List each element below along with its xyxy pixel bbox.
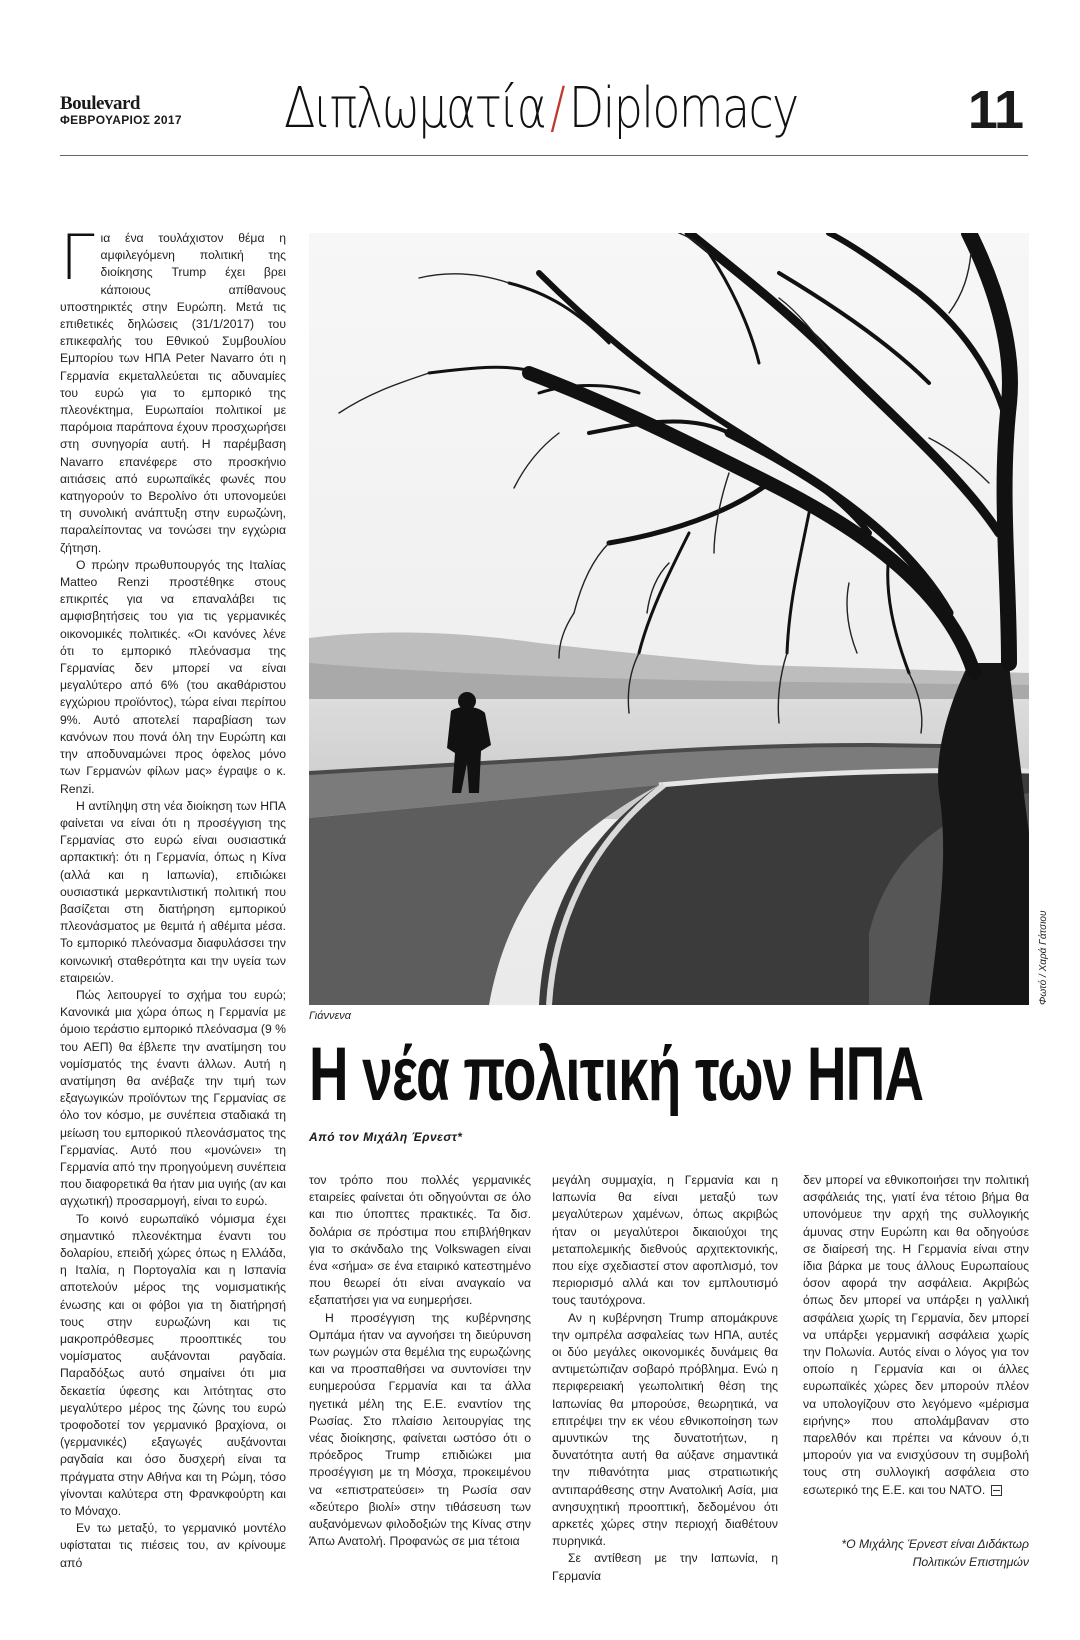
article-paragraph: Σε αντίθεση με την Ιαπωνία, η Γερμανία: [552, 1551, 778, 1583]
masthead: [60, 94, 190, 127]
photo-credit: Φωτό / Χαρά Γάτσιου: [1038, 910, 1049, 1005]
header-rule: [60, 155, 1028, 156]
dropcap: Γ: [60, 221, 95, 294]
article-paragraph: Ο πρώην πρωθυπουργός της Ιταλίας Matteo Renzi προστέθηκε στους επικριτές για να επαναλάβει τις αμφισβητήσεις του για τις γερμανικές οικονομικές πολιτικές. «Οι κανόνες λένε ότι το εμπορικό πλεόνασμα της Γερμανίας δεν μπορεί να είναι μεγαλύτερο από 6% (του ακαθάριστου εγχώριου προϊόντος), τώρα είναι περίπου 9%. Αυτό αποτελεί παραβίαση των κανόνων που πονά όλη την Ευρώπη και την αποδυναμώνει προς όφελος μόνο των Γερμανών φίλων μας» έγραψε ο κ. Renzi.: [60, 557, 286, 796]
article-paragraph: Η αντίληψη στη νέα διοίκηση των ΗΠΑ φαίνεται να είναι ότι η προσέγγιση της Γερμανίας στο ευρώ είναι ουσιαστικά αρπακτική: ότι η Γερμανία, όπως η Κίνα (αλλά και η Ιαπωνία), επιδιώκει ουσιαστικά μερκαντιλιστική πολιτική που βασίζεται στη διατήρηση εμπορικού πλεονάσματος με θεμιτά ή αθέμιτα μέσα. Το εμπορικό πλεόνασμα διαφυλάσσει την κοινωνική σταθερότητα και την υγεία των εταιρειών.: [60, 798, 286, 985]
author-note-line: Πολιτικών Επιστημών: [912, 1555, 1029, 1569]
page-number: 11: [967, 80, 1023, 140]
article-column-4: [803, 1172, 1029, 1499]
article-paragraph: Πώς λειτουργεί το σχήμα του ευρώ; Κανονικά μια χώρα όπως η Γερμανία με όμοιο τεράστιο εμπορικό πλεόνασμα (9 % του ΑΕΠ) θα έβλεπε την ανατίμηση του νομίσματός της έναντι άλλων. Αυτή η ανατίμηση θα ανέβαζε την τιμή των εξαγωγικών προϊόντων της Γερμανίας σε όλο τον κόσμο, με συνέπεια σταδιακά τη μείωση του εμπορικού πλεονάσματος της Γερμανίας. Αυτό που «μονώνει» τη Γερμανία από την προηγούμενη συνέπεια που διαφορετικά θα ήταν μια υγιής (αν και αγχωτική) προσαρμογή, είναι το ευρώ.: [60, 987, 286, 1209]
article-byline: Από τον Μιχάλη Έρνεστ*: [309, 1130, 463, 1144]
article-paragraph: τον τρόπο που πολλές γερμανικές εταιρείες φαίνεται ότι οδηγούνται σε όλο και πιο ύποπτες πρακτικές. Τα δισ. δολάρια σε πρόστιμα που επιβλήθηκαν για το σκάνδαλο της Volkswagen είναι ένα «σήμα» σε ένα εταιρικό κατεστημένο που θεωρεί ότι είναι αναγκαίο να εξαπατήσει για να ευημερήσει.: [309, 1173, 531, 1308]
article-photo: [309, 233, 1029, 1005]
author-note-line: *Ο Μιχάλης Έρνεστ είναι Διδάκτωρ: [841, 1537, 1029, 1551]
section-title-separator: /: [550, 76, 565, 141]
article-paragraph: Εν τω μεταξύ, το γερμανικό μοντέλο υφίσταται τις πιέσεις του, αν κρίνουμε από: [60, 1521, 286, 1570]
article-column-1: [60, 221, 286, 1572]
article-paragraph: [803, 1172, 1029, 1499]
article-headline: Η νέα πολιτική των ΗΠΑ: [309, 1032, 924, 1117]
article-paragraph: Η προσέγγιση της κυβέρνησης Ομπάμα ήταν να αγνοήσει τη διεύρυνση των ρωγμών στα θεμέλια της ευρωζώνης και να προσπαθήσει να συντονίσει την ευημερούσα Γερμανία και τα άλλα ηγετικά μέλη της Ε.Ε. εναντίον της Ρωσίας. Στο πλαίσιο λειτουργίας της νέας διοίκησης, φαίνεται ωστόσο ότι ο πρόεδρος Trump επιδιώκει μια προσέγγιση με τη Μόσχα, προκειμένου να «επιστρατεύσει» τη Ρωσία σαν «δεύτερο βιολί» στην τιθάσευση των αυξανόμενων φιλοδοξιών της Κίνας στην Άπω Ανατολή. Προφανώς σε μια τέτοια: [309, 1310, 531, 1549]
article-paragraph: Αν η κυβέρνηση Trump απομάκρυνε την ομπρέλα ασφαλείας των ΗΠΑ, αυτές οι δύο μεγάλες οικονομικές δυνάμεις θα αντιμετώπιζαν σοβαρό πρόβλημα. Ενώ η περιφερειακή γεωπολιτική θέση της Ιαπωνίας θα μπορούσε, θεωρητικά, να επιτρέψει την εκ νέου εθνικοποίηση των αμυντικών της δυνατοτήτων, η δυνατότητα αυτή θα αύξανε σημαντικά την πιθανότητα μιας στρατιωτικής αντιπαράθεσης στην Ανατολική Ασία, μια ανησυχητική προοπτική, δεδομένου ότι αρκετές χώρες στην περιοχή διαθέτουν πυρηνικά.: [552, 1310, 778, 1549]
article-paragraph: Το κοινό ευρωπαϊκό νόμισμα έχει σημαντικό πλεονέκτημα έναντι του δολαρίου, επειδή χώρες όπως η Ελλάδα, η Ιταλία, η Πορτογαλία και η Ισπανία αποτελούν μέρος της νομισματικής ένωσης και οι φόβοι για τη διατήρησή τους στην ευρωζώνη και τις μακροπρόθεσμες προοπτικές του νομίσματος αυξάνονται ραγδαία. Παραδόξως αυτό σημαίνει ότι μια δεκαετία ύφεσης και λιτότητας στο μεγαλύτερο μέρος της ζώνης του ευρώ τροφοδοτεί τον γερμανικό βραχίονα, οι (γερμανικές) εξαγωγές αυξάνονται ραγδαία και όσο δυσχερή είναι τα πράγματα στην Αθήνα και τη Ρώμη, τόσο γίνονται καλύτερα στη Φρανκφούρτη και το Μόναχο.: [60, 1211, 286, 1519]
issue-date: ΦΕΒΡΟΥΑΡΙΟΣ 2017: [60, 113, 182, 127]
paragraph-text: δεν μπορεί να εθνικοποιήσει την πολιτική ασφάλειάς της, γιατί ένα τέτοιο βήμα θα υπονόμευε την αρχή της συλλογικής άμυνας στην Ευρώπη και θα οδηγούσε σε διαίρεσή της. Η Γερμανία είναι στην ίδια βάρκα με τους άλλους Ευρωπαίους όσον αφορά την ασφάλεια. Ακριβώς όπως δεν μπορεί να υπάρξει η γαλλική ασφάλεια χωρίς τη Γερμανία, δεν μπορεί να υπάρξει γερμανική ασφάλεια χωρίς την Πολωνία. Αυτός είναι ο λόγος για τον οποίο η Γερμανία και οι άλλες ευρωπαϊκές χώρες δεν μπορούν πλέον να υπολογίζουν στο λεγόμενο «μέρισμα ειρήνης» που απολάμβαναν στο παρελθόν και πρέπει να κάνουν ό,τι μπορούν για να ενισχύσουν τη συμβολή τους στη συλλογική ασφάλεια στο εσωτερικό της Ε.Ε. και του ΝΑΤΟ.: [803, 1173, 1029, 1497]
photo-caption: Γιάννενα: [309, 1010, 352, 1022]
section-title-english: Diplomacy: [568, 76, 798, 141]
lakeside-tree-photo: [309, 233, 1029, 1005]
section-title-greek: Διπλωματία: [284, 76, 546, 141]
article-paragraph: μεγάλη συμμαχία, η Γερμανία και η Ιαπωνία θα είναι μεταξύ των μεγαλύτερων χαμένων, όπως ακριβώς ήταν οι μεγαλύτεροι δικαιούχοι της μεταπολεμικής διεθνούς αρχιτεκτονικής, που είχε σχεδιαστεί στον αφοπλισμό, τον περιορισμό αλλά και τον εμπλουτισμό τους ταυτόχρονα.: [552, 1173, 778, 1308]
end-of-article-icon: [991, 1485, 1002, 1496]
publication-brand: Boulevard: [60, 93, 140, 114]
paragraph-text: ια ένα τουλάχιστον θέμα η αμφιλεγόμενη πολιτική της διοίκησης Trump έχει βρει κάποιους απίθανους υποστηρικτές στην Ευρώπη. Μετά τις επιθετικές δηλώσεις (31/1/2017) του επικεφαλής του Εθνικού Συμβουλίου Εμπορίου των ΗΠΑ Peter Navarro ότι η Γερμανία εκμεταλλεύεται τις αδυναμίες του ευρώ για το εμπορικό της πλεονέκτημα, Ευρωπαίοι πολιτικοί με παρόμοια παράπονα έχουν προσχωρήσει στη συνηγορία αυτή. Η παρέμβαση Navarro επανέφερε στο προσκήνιο αιτιάσεις από ευρωπαϊκές φωνές που κατηγορούν το Βερολίνο ότι υπονομεύει τη συνολική ανάπτυξη στην ευρωζώνη, παραλείποντας να τονώσει την εγχώρια ζήτηση.: [60, 231, 286, 555]
author-note: [803, 1535, 1029, 1571]
section-title: [284, 74, 798, 144]
article-column-3: [552, 1172, 778, 1585]
article-column-2: [309, 1172, 531, 1550]
article-paragraph: [60, 221, 286, 557]
